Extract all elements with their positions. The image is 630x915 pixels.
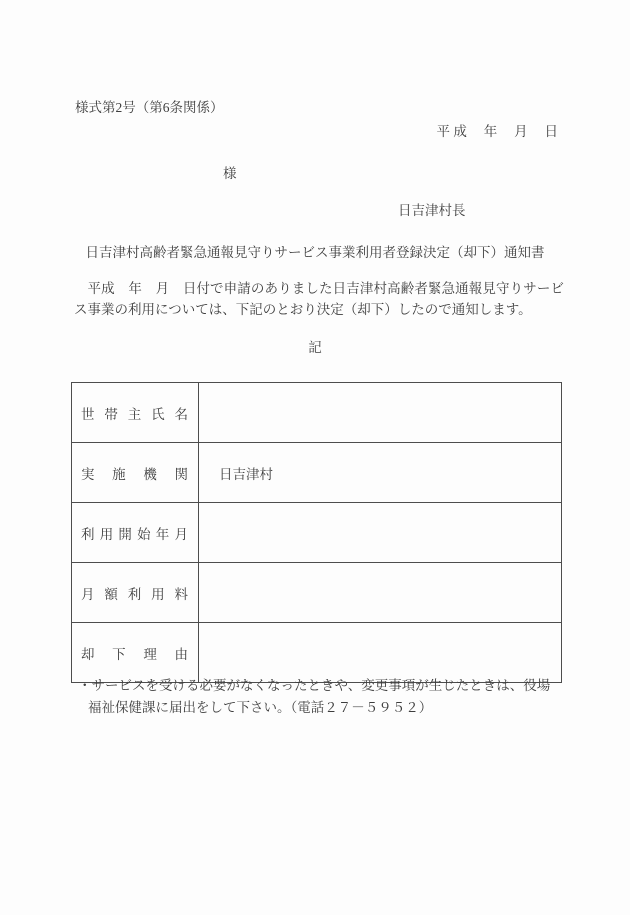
date-line: 平 成 年 月 日 bbox=[436, 124, 558, 139]
record-marker: 記 bbox=[308, 340, 322, 355]
note-line: 福祉保健課に届出をして下さい。（電話２７－５９５２） bbox=[88, 700, 433, 715]
addressee-suffix: 様 bbox=[223, 166, 237, 181]
registration-table bbox=[71, 382, 562, 683]
row-label-start-date: 利用開始年月 bbox=[72, 503, 199, 563]
note-line: ・サービスを受ける必要がなくなったときや、変更事項が生じたときは、役場 bbox=[78, 678, 551, 693]
row-value-start-date bbox=[199, 503, 562, 563]
sender-name: 日吉津村長 bbox=[398, 203, 466, 218]
table-row bbox=[72, 503, 562, 563]
row-value-rejection-reason bbox=[199, 623, 562, 683]
footer-note bbox=[78, 675, 578, 719]
table-row bbox=[72, 383, 562, 443]
body-paragraph: 平成 年 月 日付で申請のありました日吉津村高齢者緊急通報見守りサービス事業の利用については、下記のとおり決定（却下）したので通知します。 bbox=[74, 281, 564, 317]
row-label-rejection-reason: 却下理由 bbox=[72, 623, 199, 683]
row-label-implementing-agency: 実施機関 bbox=[72, 443, 199, 503]
table-row bbox=[72, 563, 562, 623]
row-label-monthly-fee: 月額利用料 bbox=[72, 563, 199, 623]
table-row bbox=[72, 623, 562, 683]
document-title: 日吉津村高齢者緊急通報見守りサービス事業利用者登録決定（却下）通知書 bbox=[85, 245, 545, 260]
row-value-implementing-agency: 日吉津村 bbox=[199, 443, 562, 503]
row-value-household-head bbox=[199, 383, 562, 443]
row-value-monthly-fee bbox=[199, 563, 562, 623]
form-number: 様式第2号（第6条関係） bbox=[75, 100, 224, 115]
row-label-household-head: 世帯主氏名 bbox=[72, 383, 199, 443]
table-row bbox=[72, 443, 562, 503]
